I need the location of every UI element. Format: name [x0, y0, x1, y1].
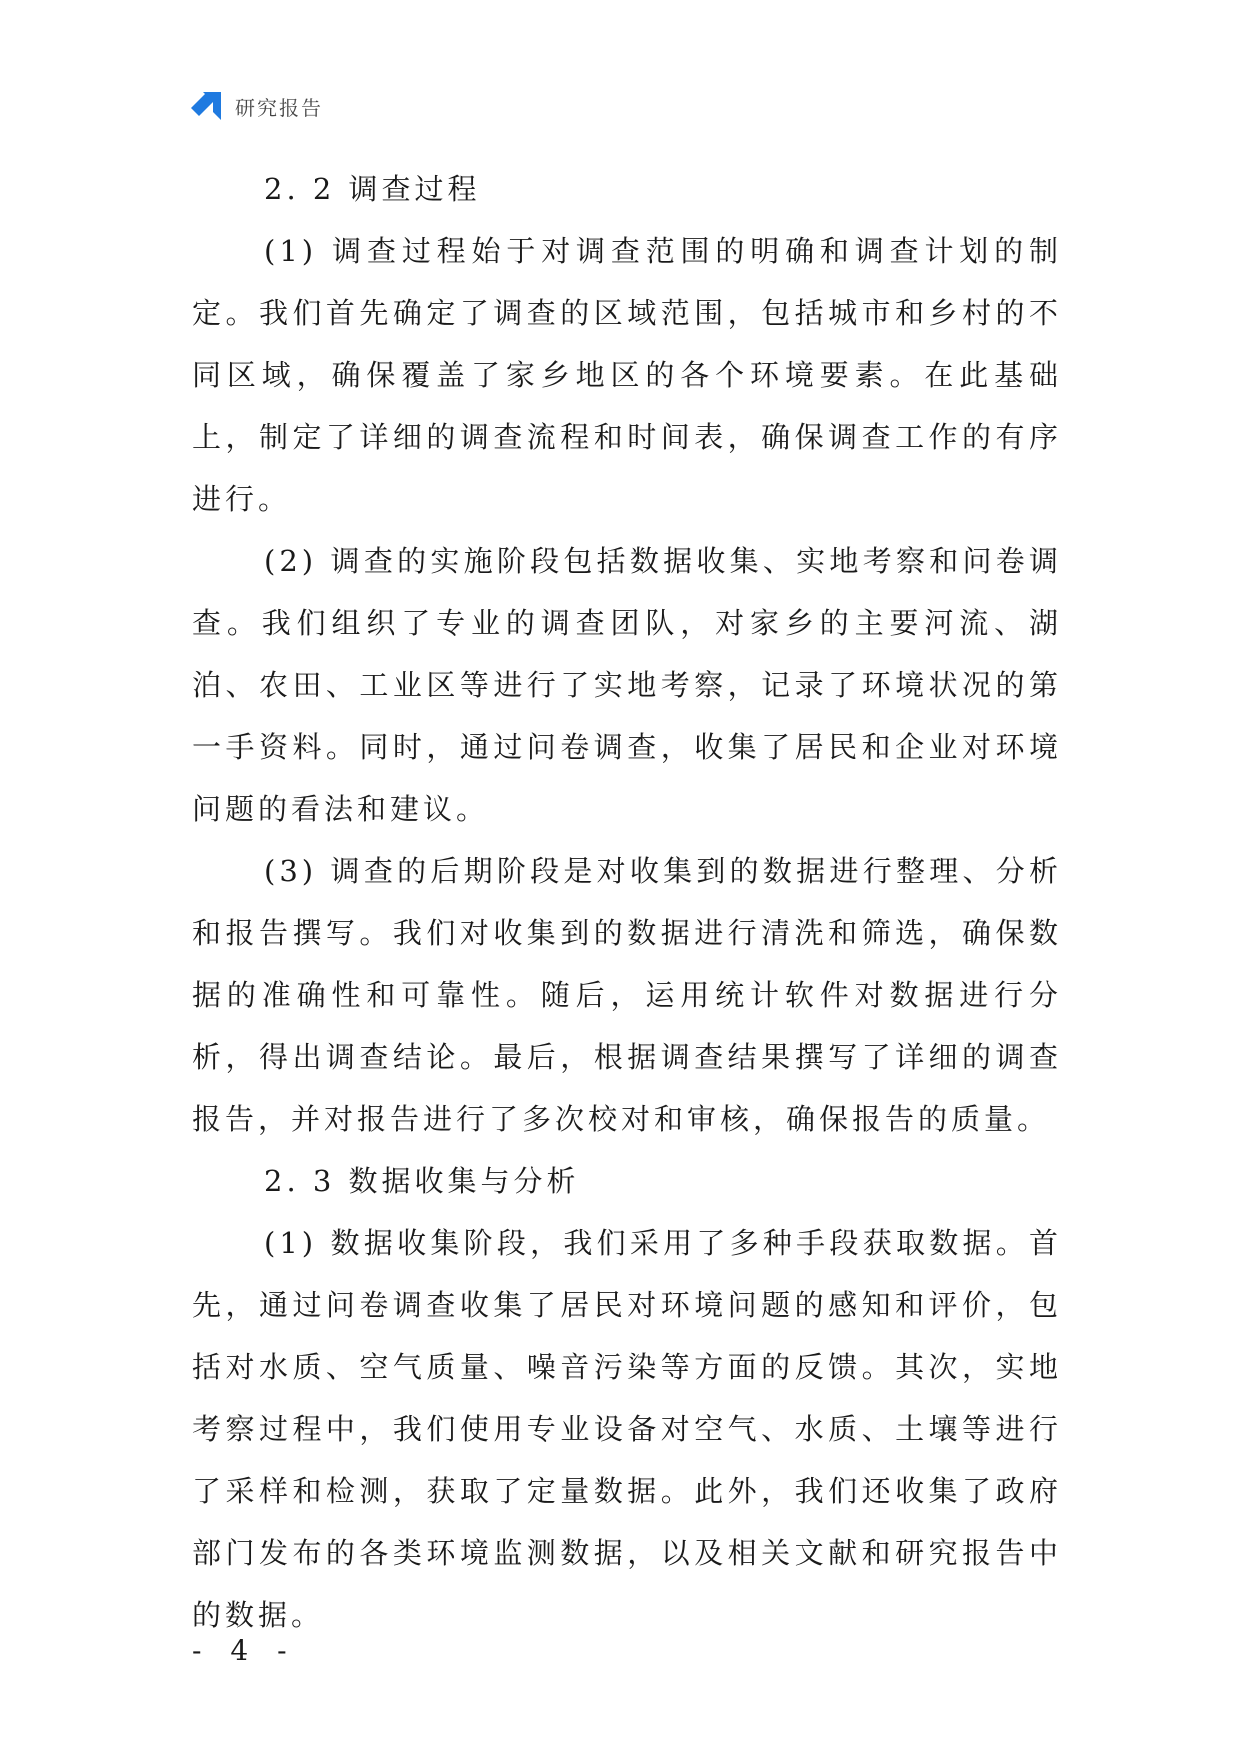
document-body [192, 158, 1062, 1646]
arrow-up-right-icon [189, 90, 223, 122]
section-heading: 2. 2 调查过程 [264, 172, 481, 206]
page-number: - 4 - [192, 1634, 297, 1667]
page-header [189, 88, 323, 124]
header-title: 研究报告 [235, 95, 323, 120]
paragraph: (1) 数据收集阶段，我们采用了多种手段获取数据。首先，通过问卷调查收集了居民对环境问题的感知和评价，包括对水质、空气质量、噪音污染等方面的反馈。其次，实地考察过程中，我们使用专业设备对空气、水质、土壤等进行了采样和检测，获取了定量数据。此外，我们还收集了政府部门发布的各类环境监测数据，以及相关文献和研究报告中的数据。 [192, 1226, 1062, 1632]
paragraph: (3) 调查的后期阶段是对收集到的数据进行整理、分析和报告撰写。我们对收集到的数据进行清洗和筛选，确保数据的准确性和可靠性。随后，运用统计软件对数据进行分析，得出调查结论。最后，根据调查结果撰写了详细的调查报告，并对报告进行了多次校对和审核，确保报告的质量。 [192, 854, 1062, 1136]
paragraph: (1) 调查过程始于对调查范围的明确和调查计划的制定。我们首先确定了调查的区域范围，包括城市和乡村的不同区域，确保覆盖了家乡地区的各个环境要素。在此基础上，制定了详细的调查流程和时间表，确保调查工作的有序进行。 [192, 234, 1062, 516]
paragraph: (2) 调查的实施阶段包括数据收集、实地考察和问卷调查。我们组织了专业的调查团队，对家乡的主要河流、湖泊、农田、工业区等进行了实地考察，记录了环境状况的第一手资料。同时，通过问卷调查，收集了居民和企业对环境问题的看法和建议。 [192, 544, 1062, 826]
section-heading: 2. 3 数据收集与分析 [264, 1164, 580, 1198]
